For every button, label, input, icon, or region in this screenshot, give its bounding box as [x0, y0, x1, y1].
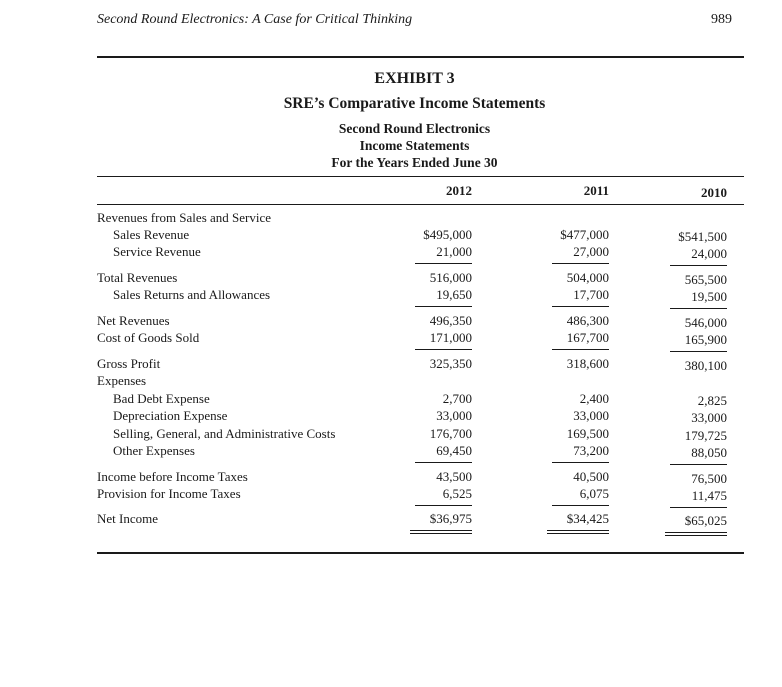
page-number: 989 — [711, 12, 732, 27]
row-label: Depreciation Expense — [113, 408, 228, 423]
total-double-line — [665, 535, 727, 536]
subtotal-line — [552, 349, 609, 350]
value-2011: 169,500 — [566, 426, 609, 441]
table-top-rule — [97, 176, 744, 177]
value-2010: 19,500 — [691, 289, 727, 304]
subtotal-line — [670, 265, 727, 266]
row-label: Total Revenues — [97, 270, 178, 285]
value-2012: 171,000 — [429, 330, 472, 345]
row-label: Cost of Goods Sold — [97, 330, 200, 345]
header-bottom-rule — [97, 204, 744, 205]
total-double-line — [410, 533, 472, 534]
book-title: Second Round Electronics: A Case for Critical Thinking — [97, 12, 413, 27]
value-2012: 69,450 — [436, 443, 472, 458]
value-2011: 318,600 — [566, 356, 609, 371]
value-2010: 179,725 — [684, 428, 727, 443]
value-2010: $541,500 — [678, 229, 727, 244]
value-2010: 2,825 — [697, 393, 727, 408]
value-2010: 546,000 — [684, 315, 727, 330]
value-2010: 88,050 — [691, 445, 727, 460]
value-2012: 2,700 — [442, 391, 472, 406]
company-name: Second Round Electronics — [338, 121, 491, 136]
value-2012: 33,000 — [436, 408, 472, 423]
value-2010: 33,000 — [691, 410, 727, 425]
value-2011: $34,425 — [566, 511, 609, 526]
row-label: Sales Returns and Allowances — [113, 287, 271, 302]
value-2012: 176,700 — [429, 426, 472, 441]
value-2011: 40,500 — [573, 469, 609, 484]
value-2012: 496,350 — [429, 313, 472, 328]
subtotal-line — [415, 349, 472, 350]
value-2011: 167,700 — [566, 330, 609, 345]
row-label: Provision for Income Taxes — [97, 486, 241, 501]
row-label: Gross Profit — [97, 356, 161, 371]
value-2012: 43,500 — [436, 469, 472, 484]
row-label: Other Expenses — [113, 443, 195, 458]
exhibit-label: EXHIBIT 3 — [374, 70, 455, 87]
subtotal-line — [415, 462, 472, 463]
expenses-heading: Expenses — [97, 373, 147, 388]
row-label: Service Revenue — [113, 244, 201, 259]
subtotal-line — [552, 306, 609, 307]
subtotal-line — [670, 507, 727, 508]
value-2012: 19,650 — [436, 287, 472, 302]
value-2011: 2,400 — [579, 391, 609, 406]
row-label: Bad Debt Expense — [113, 391, 210, 406]
total-double-line — [547, 533, 609, 534]
row-label: Net Income — [97, 511, 159, 526]
value-2012: $36,975 — [429, 511, 472, 526]
row-label: Net Revenues — [97, 313, 170, 328]
row-label: Income before Income Taxes — [97, 469, 248, 484]
row-label: Selling, General, and Administrative Costs — [113, 426, 336, 441]
value-2012: 325,350 — [429, 356, 472, 371]
subtotal-line — [552, 263, 609, 264]
subtotal-line — [670, 308, 727, 309]
value-2012: 516,000 — [429, 270, 472, 285]
subtotal-line — [552, 505, 609, 506]
value-2010: 24,000 — [691, 246, 727, 261]
value-2010: 11,475 — [691, 488, 727, 503]
subtotal-line — [552, 462, 609, 463]
column-header-2011: 2011 — [583, 183, 609, 198]
total-double-line — [665, 532, 727, 533]
statement-name: Income Statements — [359, 138, 470, 153]
value-2012: $495,000 — [423, 227, 472, 242]
row-label: Sales Revenue — [113, 227, 190, 242]
subtotal-line — [415, 263, 472, 264]
bottom-rule — [97, 552, 744, 554]
value-2011: 73,200 — [573, 443, 609, 458]
subtotal-line — [670, 351, 727, 352]
revenues-heading: Revenues from Sales and Service — [97, 210, 272, 225]
value-2011: 486,300 — [566, 313, 609, 328]
subtotal-line — [670, 464, 727, 465]
top-rule — [97, 56, 744, 58]
value-2011: 504,000 — [566, 270, 609, 285]
total-double-line — [410, 530, 472, 531]
value-2010: 165,900 — [684, 332, 727, 347]
total-double-line — [547, 530, 609, 531]
value-2011: $477,000 — [560, 227, 609, 242]
value-2012: 21,000 — [436, 244, 472, 259]
value-2010: 380,100 — [684, 358, 727, 373]
column-header-2010: 2010 — [701, 185, 727, 200]
value-2011: 33,000 — [573, 408, 609, 423]
value-2011: 6,075 — [579, 486, 609, 501]
value-2010: 565,500 — [684, 272, 727, 287]
exhibit-subtitle: SRE’s Comparative Income Statements — [283, 95, 546, 112]
value-2012: 6,525 — [442, 486, 472, 501]
subtotal-line — [415, 306, 472, 307]
value-2010: 76,500 — [691, 471, 727, 486]
value-2011: 17,700 — [573, 287, 609, 302]
column-header-2012: 2012 — [446, 183, 472, 198]
statement-period: For the Years Ended June 30 — [331, 155, 498, 170]
subtotal-line — [415, 505, 472, 506]
value-2010: $65,025 — [684, 513, 727, 528]
value-2011: 27,000 — [573, 244, 609, 259]
